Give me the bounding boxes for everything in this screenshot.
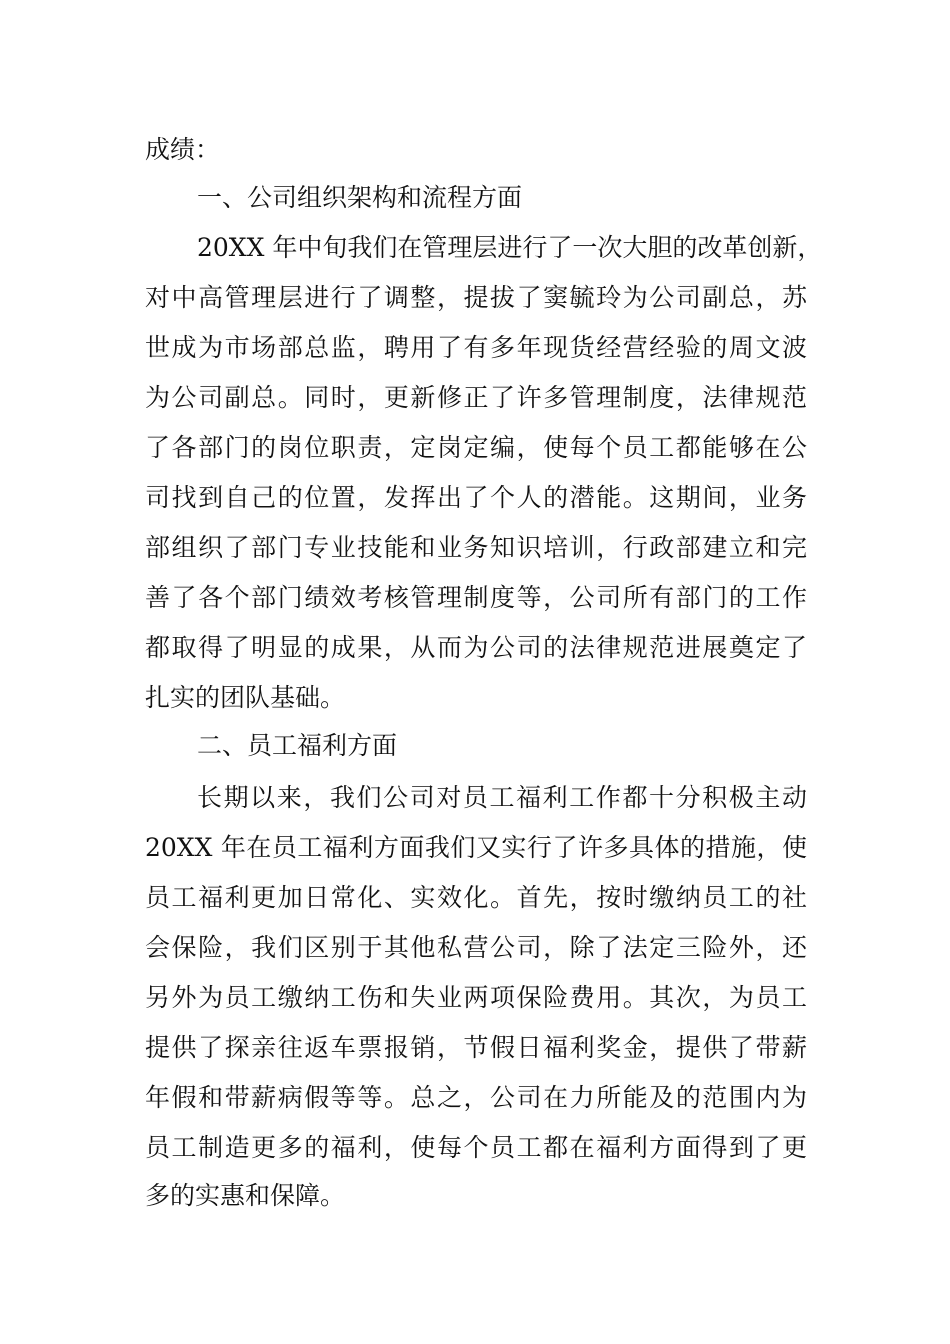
- paragraph-line: 世成为市场部总监，聘用了有多年现货经营经验的周文波: [145, 333, 807, 362]
- paragraph-line: 扎实的团队基础。: [145, 683, 346, 712]
- paragraph-line: 部组织了部门专业技能和业务知识培训，行政部建立和完: [145, 533, 807, 562]
- heading-employee-welfare: 二、员工福利方面: [197, 731, 398, 760]
- paragraph-line: 都取得了明显的成果，从而为公司的法律规范进展奠定了: [145, 633, 807, 662]
- paragraph-line: 对中高管理层进行了调整，提拔了窦毓玲为公司副总，苏: [145, 283, 807, 312]
- heading-org-structure: 一、公司组织架构和流程方面: [197, 183, 523, 212]
- paragraph-line: 另外为员工缴纳工伤和失业两项保险费用。其次，为员工: [145, 983, 807, 1012]
- paragraph-line: 善了各个部门绩效考核管理制度等，公司所有部门的工作: [145, 583, 807, 612]
- paragraph-line: 提供了探亲往返车票报销，节假日福利奖金，提供了带薪: [145, 1033, 807, 1062]
- paragraph-line: 员工福利更加日常化、实效化。首先，按时缴纳员工的社: [145, 883, 807, 912]
- section-intro: 成绩：: [145, 135, 221, 164]
- paragraph-line: 会保险，我们区别于其他私营公司，除了法定三险外，还: [145, 933, 807, 962]
- paragraph-line: 了各部门的岗位职责，定岗定编，使每个员工都能够在公: [145, 433, 807, 462]
- paragraph-line: 长期以来，我们公司对员工福利工作都十分积极主动: [197, 783, 807, 812]
- paragraph-line: 多的实惠和保障。: [145, 1181, 346, 1210]
- paragraph-line: 员工制造更多的福利，使每个员工都在福利方面得到了更: [145, 1133, 807, 1162]
- paragraph-line: 20XX 年中旬我们在管理层进行了一次大胆的改革创新，: [197, 233, 823, 262]
- paragraph-line: 20XX 年在员工福利方面我们又实行了许多具体的措施，使: [145, 833, 807, 862]
- paragraph-line: 为公司副总。同时，更新修正了许多管理制度，法律规范: [145, 383, 807, 412]
- paragraph-line: 年假和带薪病假等等。总之，公司在力所能及的范围内为: [145, 1083, 807, 1112]
- paragraph-line: 司找到自己的位置，发挥出了个人的潜能。这期间，业务: [145, 483, 807, 512]
